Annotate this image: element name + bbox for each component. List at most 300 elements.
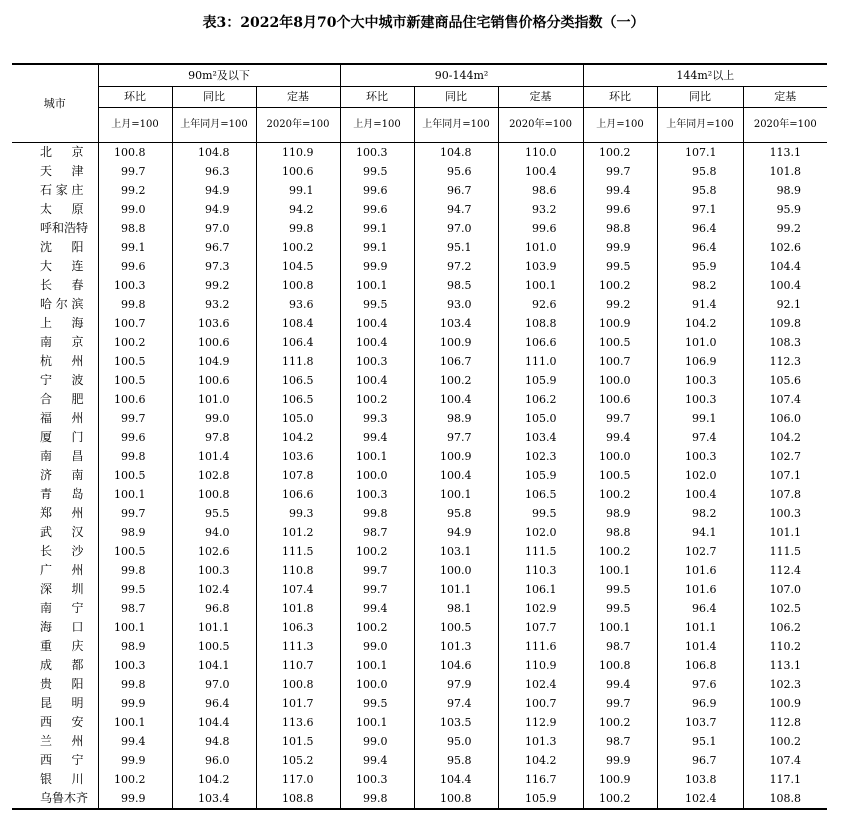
value-cell: 105.9 xyxy=(498,466,583,485)
value-cell: 99.5 xyxy=(583,257,657,276)
value-cell: 101.1 xyxy=(657,618,743,637)
value-cell: 106.5 xyxy=(256,371,340,390)
city-cell: 南京 xyxy=(40,335,84,349)
value-cell: 100.3 xyxy=(340,143,414,163)
value-cell: 100.0 xyxy=(583,371,657,390)
value-cell: 100.5 xyxy=(98,352,172,371)
value-cell: 100.1 xyxy=(414,485,498,504)
value-cell: 98.1 xyxy=(414,599,498,618)
value-cell: 100.1 xyxy=(340,713,414,732)
value-cell: 102.8 xyxy=(172,466,256,485)
value-cell: 97.6 xyxy=(657,675,743,694)
value-cell: 97.0 xyxy=(172,219,256,238)
value-cell: 113.6 xyxy=(256,713,340,732)
value-cell: 99.0 xyxy=(172,409,256,428)
value-cell: 103.7 xyxy=(657,713,743,732)
value-cell: 109.8 xyxy=(743,314,827,333)
value-cell: 99.7 xyxy=(98,162,172,181)
table-row xyxy=(12,542,827,561)
base-header: 2020年=100 xyxy=(743,108,827,143)
value-cell: 99.7 xyxy=(98,504,172,523)
value-cell: 99.6 xyxy=(98,428,172,447)
value-cell: 96.7 xyxy=(414,181,498,200)
value-cell: 110.7 xyxy=(256,656,340,675)
value-cell: 102.3 xyxy=(743,675,827,694)
city-cell: 合肥 xyxy=(40,392,84,406)
sub-header: 同比 xyxy=(172,87,256,108)
value-cell: 103.9 xyxy=(498,257,583,276)
city-cell: 广州 xyxy=(40,563,84,577)
value-cell: 99.5 xyxy=(340,162,414,181)
value-cell: 101.5 xyxy=(256,732,340,751)
value-cell: 99.7 xyxy=(583,694,657,713)
value-cell: 111.3 xyxy=(256,637,340,656)
value-cell: 99.8 xyxy=(98,561,172,580)
value-cell: 100.3 xyxy=(743,504,827,523)
value-cell: 107.4 xyxy=(743,390,827,409)
value-cell: 106.0 xyxy=(743,409,827,428)
table-row xyxy=(12,561,827,580)
value-cell: 99.5 xyxy=(583,580,657,599)
value-cell: 98.8 xyxy=(98,219,172,238)
value-cell: 98.2 xyxy=(657,504,743,523)
value-cell: 98.2 xyxy=(657,276,743,295)
value-cell: 100.7 xyxy=(498,694,583,713)
value-cell: 112.8 xyxy=(743,713,827,732)
value-cell: 100.1 xyxy=(98,485,172,504)
value-cell: 97.3 xyxy=(172,257,256,276)
value-cell: 92.1 xyxy=(743,295,827,314)
value-cell: 111.5 xyxy=(256,542,340,561)
value-cell: 103.4 xyxy=(172,789,256,809)
value-cell: 100.1 xyxy=(340,276,414,295)
value-cell: 99.4 xyxy=(340,751,414,770)
city-cell: 银川 xyxy=(40,772,84,786)
value-cell: 101.0 xyxy=(172,390,256,409)
value-cell: 99.5 xyxy=(98,580,172,599)
value-cell: 107.1 xyxy=(657,143,743,163)
table-row xyxy=(12,618,827,637)
value-cell: 110.8 xyxy=(256,561,340,580)
table-row xyxy=(12,143,827,163)
value-cell: 93.0 xyxy=(414,295,498,314)
table-row xyxy=(12,447,827,466)
value-cell: 101.6 xyxy=(657,580,743,599)
city-cell: 天津 xyxy=(40,164,84,178)
value-cell: 99.4 xyxy=(583,181,657,200)
sub-header: 定基 xyxy=(743,87,827,108)
value-cell: 108.8 xyxy=(743,789,827,809)
city-cell: 青岛 xyxy=(40,487,84,501)
value-cell: 98.7 xyxy=(98,599,172,618)
value-cell: 98.7 xyxy=(340,523,414,542)
value-cell: 112.9 xyxy=(498,713,583,732)
value-cell: 100.2 xyxy=(583,485,657,504)
value-cell: 100.5 xyxy=(583,466,657,485)
value-cell: 100.6 xyxy=(583,390,657,409)
value-cell: 99.0 xyxy=(340,732,414,751)
base-header: 上年同月=100 xyxy=(172,108,256,143)
value-cell: 98.8 xyxy=(583,219,657,238)
value-cell: 110.2 xyxy=(743,637,827,656)
table-row xyxy=(12,485,827,504)
value-cell: 97.1 xyxy=(657,200,743,219)
value-cell: 99.8 xyxy=(256,219,340,238)
value-cell: 110.9 xyxy=(256,143,340,163)
value-cell: 104.4 xyxy=(743,257,827,276)
value-cell: 100.2 xyxy=(743,732,827,751)
value-cell: 106.1 xyxy=(498,580,583,599)
value-cell: 107.8 xyxy=(743,485,827,504)
value-cell: 101.2 xyxy=(256,523,340,542)
value-cell: 99.9 xyxy=(583,751,657,770)
value-cell: 101.3 xyxy=(414,637,498,656)
value-cell: 100.5 xyxy=(98,371,172,390)
value-cell: 104.2 xyxy=(657,314,743,333)
value-cell: 100.1 xyxy=(98,713,172,732)
city-cell: 福州 xyxy=(40,411,84,425)
value-cell: 100.8 xyxy=(256,675,340,694)
value-cell: 94.0 xyxy=(172,523,256,542)
value-cell: 100.9 xyxy=(414,333,498,352)
table-row xyxy=(12,713,827,732)
city-cell: 厦门 xyxy=(40,430,84,444)
value-cell: 104.1 xyxy=(172,656,256,675)
city-cell: 济南 xyxy=(40,468,84,482)
value-cell: 102.4 xyxy=(498,675,583,694)
value-cell: 101.1 xyxy=(743,523,827,542)
value-cell: 106.5 xyxy=(256,390,340,409)
city-cell: 北京 xyxy=(40,145,84,159)
value-cell: 113.1 xyxy=(743,656,827,675)
value-cell: 105.9 xyxy=(498,371,583,390)
value-cell: 106.7 xyxy=(414,352,498,371)
value-cell: 102.4 xyxy=(172,580,256,599)
table-row xyxy=(12,523,827,542)
value-cell: 110.9 xyxy=(498,656,583,675)
value-cell: 96.0 xyxy=(172,751,256,770)
table-row xyxy=(12,675,827,694)
value-cell: 99.7 xyxy=(98,409,172,428)
table-row xyxy=(12,219,827,238)
table-row xyxy=(12,580,827,599)
value-cell: 95.0 xyxy=(414,732,498,751)
base-header: 2020年=100 xyxy=(498,108,583,143)
value-cell: 99.7 xyxy=(583,162,657,181)
value-cell: 99.8 xyxy=(340,504,414,523)
table-row xyxy=(12,504,827,523)
value-cell: 102.7 xyxy=(743,447,827,466)
value-cell: 99.4 xyxy=(340,428,414,447)
value-cell: 99.1 xyxy=(340,238,414,257)
value-cell: 100.3 xyxy=(340,352,414,371)
table-row xyxy=(12,637,827,656)
value-cell: 95.5 xyxy=(172,504,256,523)
value-cell: 100.3 xyxy=(98,656,172,675)
value-cell: 100.9 xyxy=(743,694,827,713)
value-cell: 106.6 xyxy=(256,485,340,504)
table-row xyxy=(12,162,827,181)
value-cell: 103.1 xyxy=(414,542,498,561)
value-cell: 104.2 xyxy=(743,428,827,447)
value-cell: 101.8 xyxy=(743,162,827,181)
value-cell: 111.5 xyxy=(498,542,583,561)
value-cell: 98.7 xyxy=(583,732,657,751)
value-cell: 101.1 xyxy=(172,618,256,637)
value-cell: 99.6 xyxy=(340,200,414,219)
value-cell: 99.1 xyxy=(657,409,743,428)
value-cell: 95.8 xyxy=(414,751,498,770)
value-cell: 99.2 xyxy=(583,295,657,314)
value-cell: 103.5 xyxy=(414,713,498,732)
city-cell: 哈尔滨 xyxy=(40,297,84,311)
value-cell: 100.4 xyxy=(340,371,414,390)
group-header-large: 144m²以上 xyxy=(583,64,827,87)
city-cell: 海口 xyxy=(40,620,84,634)
value-cell: 100.9 xyxy=(414,447,498,466)
value-cell: 116.7 xyxy=(498,770,583,789)
value-cell: 100.8 xyxy=(172,485,256,504)
value-cell: 99.6 xyxy=(98,257,172,276)
value-cell: 95.9 xyxy=(657,257,743,276)
value-cell: 92.6 xyxy=(498,295,583,314)
sub-header: 定基 xyxy=(256,87,340,108)
value-cell: 105.0 xyxy=(256,409,340,428)
value-cell: 100.2 xyxy=(583,542,657,561)
table-row xyxy=(12,390,827,409)
table-row xyxy=(12,295,827,314)
value-cell: 106.2 xyxy=(498,390,583,409)
base-header: 2020年=100 xyxy=(256,108,340,143)
value-cell: 93.6 xyxy=(256,295,340,314)
value-cell: 99.8 xyxy=(98,675,172,694)
table-title: 表3：2022年8月70个大中城市新建商品住宅销售价格分类指数（一） xyxy=(202,15,645,31)
table-row xyxy=(12,599,827,618)
value-cell: 100.4 xyxy=(743,276,827,295)
value-cell: 105.9 xyxy=(498,789,583,809)
value-cell: 99.9 xyxy=(583,238,657,257)
value-cell: 100.5 xyxy=(414,618,498,637)
base-header: 上年同月=100 xyxy=(657,108,743,143)
value-cell: 110.3 xyxy=(498,561,583,580)
value-cell: 100.9 xyxy=(583,770,657,789)
value-cell: 104.8 xyxy=(172,143,256,163)
value-cell: 106.4 xyxy=(256,333,340,352)
value-cell: 96.4 xyxy=(657,599,743,618)
base-header: 上年同月=100 xyxy=(414,108,498,143)
value-cell: 104.5 xyxy=(256,257,340,276)
value-cell: 106.8 xyxy=(657,656,743,675)
city-cell: 上海 xyxy=(40,316,84,330)
value-cell: 104.9 xyxy=(172,352,256,371)
value-cell: 101.4 xyxy=(172,447,256,466)
value-cell: 100.8 xyxy=(414,789,498,809)
value-cell: 95.6 xyxy=(414,162,498,181)
value-cell: 105.0 xyxy=(498,409,583,428)
city-cell: 南宁 xyxy=(40,601,84,615)
value-cell: 95.8 xyxy=(657,162,743,181)
city-cell: 重庆 xyxy=(40,639,84,653)
value-cell: 100.1 xyxy=(583,561,657,580)
value-cell: 101.8 xyxy=(256,599,340,618)
value-cell: 104.2 xyxy=(256,428,340,447)
value-cell: 100.2 xyxy=(583,276,657,295)
value-cell: 100.2 xyxy=(98,770,172,789)
group-header-medium: 90-144m² xyxy=(340,64,583,87)
value-cell: 101.0 xyxy=(498,238,583,257)
value-cell: 96.8 xyxy=(172,599,256,618)
value-cell: 107.8 xyxy=(256,466,340,485)
value-cell: 105.2 xyxy=(256,751,340,770)
value-cell: 99.2 xyxy=(743,219,827,238)
value-cell: 93.2 xyxy=(172,295,256,314)
value-cell: 99.5 xyxy=(583,599,657,618)
city-cell: 大连 xyxy=(40,259,84,273)
sub-header: 环比 xyxy=(583,87,657,108)
value-cell: 93.2 xyxy=(498,200,583,219)
table-row xyxy=(12,257,827,276)
value-cell: 104.2 xyxy=(172,770,256,789)
value-cell: 99.2 xyxy=(98,181,172,200)
value-cell: 99.1 xyxy=(256,181,340,200)
value-cell: 103.8 xyxy=(657,770,743,789)
value-cell: 95.9 xyxy=(743,200,827,219)
value-cell: 108.8 xyxy=(498,314,583,333)
value-cell: 102.3 xyxy=(498,447,583,466)
value-cell: 106.5 xyxy=(498,485,583,504)
table-row xyxy=(12,181,827,200)
value-cell: 100.0 xyxy=(340,675,414,694)
value-cell: 100.8 xyxy=(583,656,657,675)
value-cell: 98.7 xyxy=(583,637,657,656)
table-row xyxy=(12,789,827,809)
value-cell: 106.2 xyxy=(743,618,827,637)
value-cell: 99.7 xyxy=(340,580,414,599)
city-cell: 长春 xyxy=(40,278,84,292)
value-cell: 100.2 xyxy=(583,789,657,809)
value-cell: 100.2 xyxy=(583,713,657,732)
value-cell: 100.1 xyxy=(583,618,657,637)
value-cell: 94.2 xyxy=(256,200,340,219)
value-cell: 99.7 xyxy=(340,561,414,580)
table-row xyxy=(12,751,827,770)
city-cell: 兰州 xyxy=(40,734,84,748)
table-row xyxy=(12,333,827,352)
value-cell: 94.9 xyxy=(172,200,256,219)
value-cell: 100.1 xyxy=(340,656,414,675)
value-cell: 96.9 xyxy=(657,694,743,713)
value-cell: 100.3 xyxy=(340,485,414,504)
value-cell: 97.2 xyxy=(414,257,498,276)
table-row xyxy=(12,200,827,219)
value-cell: 95.8 xyxy=(414,504,498,523)
value-cell: 100.2 xyxy=(340,542,414,561)
table-row xyxy=(12,694,827,713)
value-cell: 108.4 xyxy=(256,314,340,333)
value-cell: 100.2 xyxy=(583,143,657,163)
sub-header: 同比 xyxy=(657,87,743,108)
value-cell: 101.1 xyxy=(414,580,498,599)
value-cell: 102.0 xyxy=(498,523,583,542)
value-cell: 100.1 xyxy=(340,447,414,466)
value-cell: 106.3 xyxy=(256,618,340,637)
table-row xyxy=(12,732,827,751)
value-cell: 100.4 xyxy=(414,390,498,409)
value-cell: 99.3 xyxy=(256,504,340,523)
sub-header: 定基 xyxy=(498,87,583,108)
value-cell: 99.4 xyxy=(583,428,657,447)
value-cell: 95.8 xyxy=(657,181,743,200)
value-cell: 104.4 xyxy=(172,713,256,732)
table-row xyxy=(12,314,827,333)
city-cell: 宁波 xyxy=(40,373,84,387)
value-cell: 100.4 xyxy=(657,485,743,504)
value-cell: 100.6 xyxy=(172,371,256,390)
table-row xyxy=(12,428,827,447)
city-cell: 郑州 xyxy=(40,506,84,520)
value-cell: 104.6 xyxy=(414,656,498,675)
value-cell: 99.6 xyxy=(498,219,583,238)
value-cell: 111.5 xyxy=(743,542,827,561)
city-cell: 昆明 xyxy=(40,696,84,710)
value-cell: 100.7 xyxy=(98,314,172,333)
value-cell: 102.6 xyxy=(172,542,256,561)
value-cell: 99.6 xyxy=(340,181,414,200)
value-cell: 107.0 xyxy=(743,580,827,599)
value-cell: 100.5 xyxy=(172,637,256,656)
value-cell: 99.9 xyxy=(98,694,172,713)
value-cell: 99.4 xyxy=(340,599,414,618)
city-cell: 南昌 xyxy=(40,449,84,463)
table-row xyxy=(12,352,827,371)
city-cell: 乌鲁木齐 xyxy=(40,791,89,805)
base-header: 上月=100 xyxy=(340,108,414,143)
value-cell: 117.0 xyxy=(256,770,340,789)
value-cell: 99.0 xyxy=(340,637,414,656)
city-cell: 西宁 xyxy=(40,753,84,767)
value-cell: 100.7 xyxy=(583,352,657,371)
value-cell: 94.8 xyxy=(172,732,256,751)
value-cell: 100.3 xyxy=(98,276,172,295)
value-cell: 100.2 xyxy=(340,390,414,409)
city-cell: 贵阳 xyxy=(40,677,84,691)
value-cell: 100.0 xyxy=(340,466,414,485)
value-cell: 99.5 xyxy=(340,295,414,314)
value-cell: 111.6 xyxy=(498,637,583,656)
value-cell: 96.7 xyxy=(657,751,743,770)
value-cell: 100.6 xyxy=(256,162,340,181)
value-cell: 100.3 xyxy=(340,770,414,789)
table-row xyxy=(12,371,827,390)
value-cell: 100.4 xyxy=(498,162,583,181)
value-cell: 99.9 xyxy=(98,751,172,770)
value-cell: 100.2 xyxy=(98,333,172,352)
value-cell: 97.4 xyxy=(657,428,743,447)
value-cell: 99.2 xyxy=(172,276,256,295)
value-cell: 96.7 xyxy=(172,238,256,257)
value-cell: 100.3 xyxy=(172,561,256,580)
table-row xyxy=(12,276,827,295)
value-cell: 104.4 xyxy=(414,770,498,789)
value-cell: 99.8 xyxy=(98,295,172,314)
value-cell: 94.9 xyxy=(414,523,498,542)
value-cell: 96.4 xyxy=(172,694,256,713)
value-cell: 99.8 xyxy=(340,789,414,809)
value-cell: 98.6 xyxy=(498,181,583,200)
value-cell: 98.9 xyxy=(583,504,657,523)
value-cell: 100.4 xyxy=(414,466,498,485)
value-cell: 100.4 xyxy=(340,333,414,352)
